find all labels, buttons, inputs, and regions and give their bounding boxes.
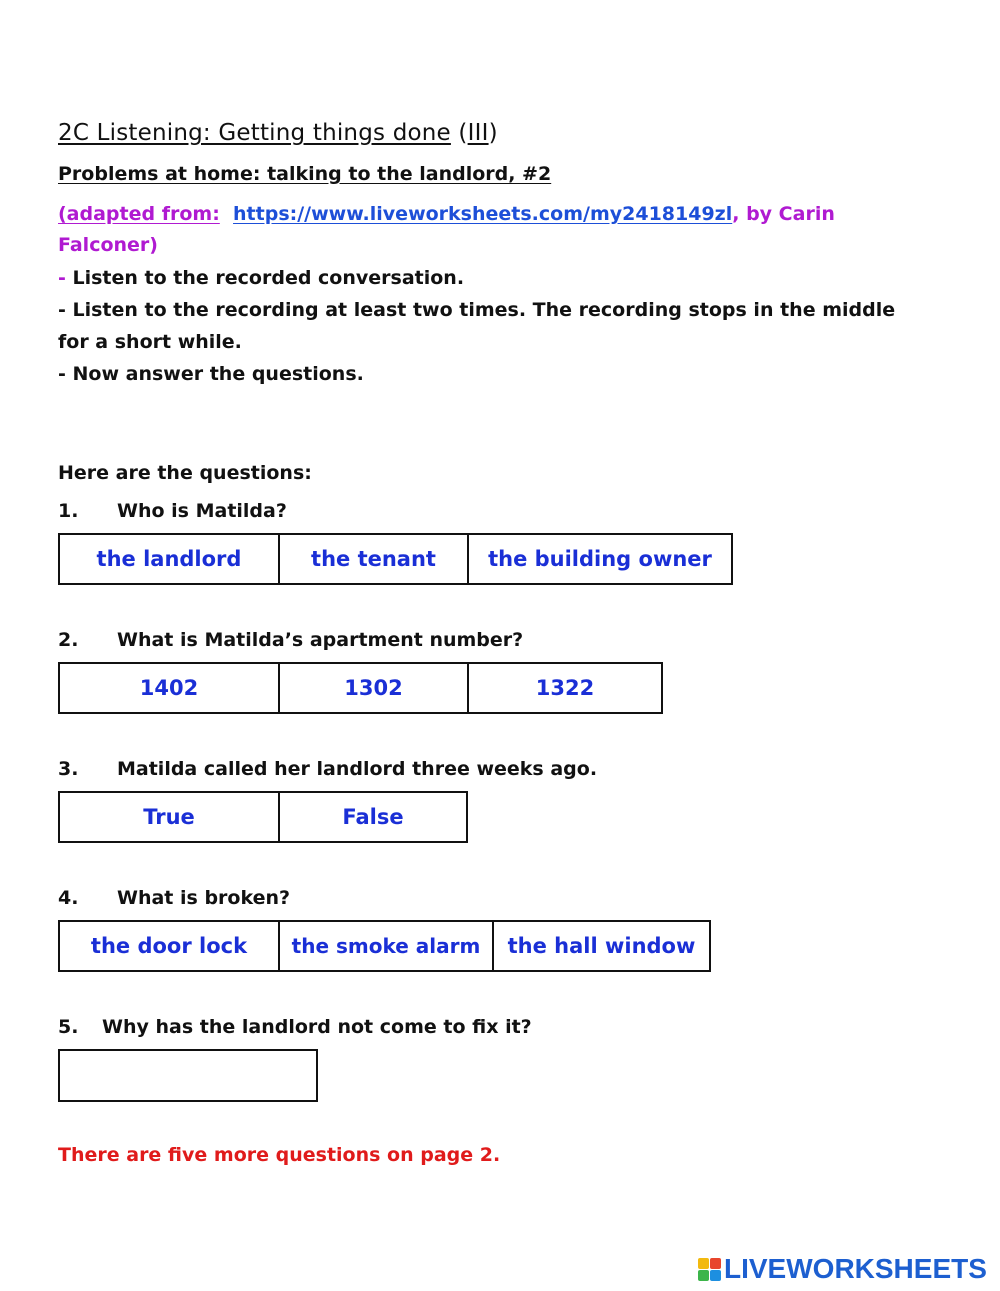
question-text: What is broken? [117, 887, 291, 909]
title-part: III [467, 120, 489, 146]
instruction-line [58, 294, 898, 358]
instruction-text: Now answer the questions. [65, 363, 364, 385]
option-1302[interactable]: 1302 [280, 664, 469, 712]
logo-square [710, 1258, 721, 1269]
option-the-landlord[interactable]: the landlord [60, 535, 280, 583]
worksheet-title [58, 120, 498, 146]
question-number: 3. [58, 758, 79, 780]
option-false[interactable]: False [342, 805, 404, 829]
question-3 [58, 758, 597, 780]
question-3-options [58, 791, 468, 843]
title-text: 2C Listening: Getting things done [58, 120, 451, 146]
liveworksheets-logo [698, 1253, 987, 1285]
question-number: 2. [58, 629, 79, 651]
instruction-line [58, 358, 898, 390]
instruction-dash: - [58, 363, 66, 385]
title-paren-open: ( [458, 120, 468, 146]
title-paren-close: ) [488, 120, 498, 146]
logo-text: LIVEWORKSHEETS [724, 1253, 987, 1284]
option-the-tenant[interactable]: the tenant [280, 535, 469, 583]
option-true[interactable]: True [60, 793, 280, 841]
option-1402[interactable]: 1402 [60, 664, 280, 712]
instructions [58, 262, 898, 390]
logo-square [698, 1258, 709, 1269]
instruction-text: Listen to the recorded conversation. [65, 267, 465, 289]
option-the-smoke-alarm[interactable]: the smoke alarm [280, 922, 494, 970]
instruction-dash: - [58, 299, 66, 321]
question-text: Matilda called her landlord three weeks ago. [117, 758, 598, 780]
questions-heading: Here are the questions: [58, 462, 312, 484]
source-prefix: (adapted from: [58, 203, 220, 225]
instruction-text: Listen to the recording at least two times. The recording stops in the middle for a short while. [58, 299, 896, 353]
instruction-dash: - [58, 267, 66, 289]
question-number: 1. [58, 500, 79, 522]
answer-input[interactable] [60, 1051, 316, 1100]
question-1-options [58, 533, 733, 585]
source-suffix: , by Carin Falconer) [58, 203, 835, 256]
instruction-line [58, 262, 898, 294]
worksheet-subtitle: Problems at home: talking to the landlord, #2 [58, 163, 552, 185]
option-the-building-owner[interactable]: the building owner [488, 547, 712, 571]
option-the-hall-window[interactable]: the hall window [507, 934, 696, 958]
question-2-options [58, 662, 663, 714]
source-attribution [58, 199, 898, 261]
question-4-options [58, 920, 711, 972]
logo-square [698, 1270, 709, 1281]
source-link[interactable]: https://www.liveworksheets.com/my2418149zl [233, 203, 733, 225]
option-1322[interactable]: 1322 [535, 676, 595, 700]
question-number: 5. [58, 1016, 79, 1038]
question-1 [58, 500, 287, 522]
logo-square [710, 1270, 721, 1281]
option-the-door-lock[interactable]: the door lock [60, 922, 280, 970]
more-questions-note: There are five more questions on page 2. [58, 1144, 501, 1166]
logo-mark-icon [698, 1258, 721, 1281]
question-text: Why has the landlord not come to fix it? [102, 1016, 532, 1038]
question-number: 4. [58, 887, 79, 909]
question-5 [58, 1016, 532, 1038]
question-text: Who is Matilda? [117, 500, 287, 522]
question-5-answer-box [58, 1049, 318, 1102]
question-4 [58, 887, 290, 909]
question-text: What is Matilda’s apartment number? [117, 629, 524, 651]
question-2 [58, 629, 523, 651]
